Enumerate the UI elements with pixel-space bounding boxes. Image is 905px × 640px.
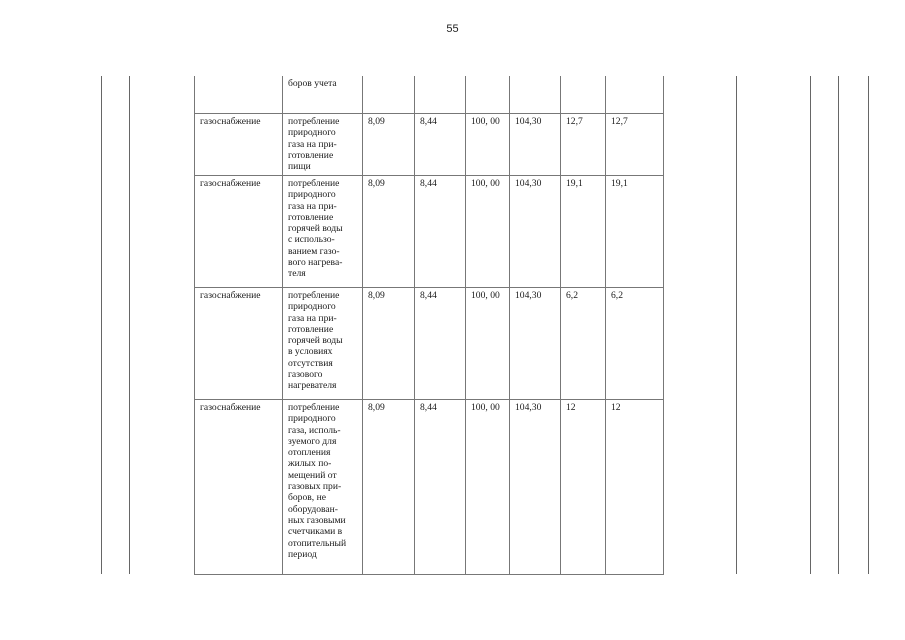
value-cell: 104,30 <box>510 288 561 400</box>
value-cell <box>415 76 466 114</box>
value-cell: 19,1 <box>561 176 606 288</box>
description-cell <box>283 176 363 288</box>
description-line: природного <box>288 413 336 425</box>
description-line: потребление <box>288 290 340 301</box>
description-line: потребление <box>288 402 340 413</box>
description-line: боров учета <box>288 78 337 89</box>
description-cell <box>283 288 363 400</box>
service-cell: газоснабжение <box>195 288 283 400</box>
description-line: горячей воды <box>288 335 343 347</box>
description-line: готовление <box>288 323 334 335</box>
description-line: газа, исполь- <box>288 424 341 436</box>
value-cell <box>363 76 415 114</box>
description-line: мещений от <box>288 469 337 481</box>
service-cell <box>195 76 283 114</box>
frame-rule-right-2 <box>810 76 811 574</box>
value-cell: 8,44 <box>415 288 466 400</box>
description-line: природного <box>288 189 336 201</box>
value-cell <box>606 76 664 114</box>
description-line: газового <box>288 369 323 381</box>
description-line: жилых по- <box>288 458 332 470</box>
value-cell: 8,44 <box>415 114 466 176</box>
page-number: 55 <box>446 23 459 35</box>
description-line: потребление <box>288 178 340 189</box>
description-line: с использо- <box>288 234 335 246</box>
description-line: потребление <box>288 116 340 127</box>
description-line: период <box>288 548 317 560</box>
description-line: природного <box>288 127 336 139</box>
value-cell: 6,2 <box>561 288 606 400</box>
table-row <box>195 288 664 400</box>
description-line: готовление <box>288 211 334 223</box>
value-cell: 8,44 <box>415 176 466 288</box>
service-cell: газоснабжение <box>195 114 283 176</box>
table-row <box>195 176 664 288</box>
value-cell: 12 <box>606 400 664 575</box>
value-cell: 12,7 <box>561 114 606 176</box>
description-line: счетчиками в <box>288 526 343 538</box>
description-line: пищи <box>288 161 311 173</box>
description-line: в условиях <box>288 346 333 358</box>
description-line: вого нагрева- <box>288 257 343 269</box>
frame-rule-right-3 <box>838 76 839 574</box>
description-cell <box>283 114 363 176</box>
description-line: газовых при- <box>288 481 342 493</box>
value-cell: 8,09 <box>363 114 415 176</box>
value-cell: 100, 00 <box>466 176 510 288</box>
description-line: отсутствия <box>288 357 333 369</box>
description-line: ванием газо- <box>288 245 340 257</box>
description-line: отопительный <box>288 537 347 549</box>
service-cell: газоснабжение <box>195 400 283 575</box>
value-cell: 12 <box>561 400 606 575</box>
description-line: отопления <box>288 447 331 459</box>
tariff-table <box>194 76 664 575</box>
value-cell: 100, 00 <box>466 400 510 575</box>
value-cell: 8,09 <box>363 288 415 400</box>
description-line: оборудован- <box>288 503 339 515</box>
value-cell: 104,30 <box>510 176 561 288</box>
value-cell: 6,2 <box>606 288 664 400</box>
value-cell <box>466 76 510 114</box>
description-line: газа на при- <box>288 312 337 324</box>
description-line: природного <box>288 301 336 313</box>
description-line: готовление <box>288 149 334 161</box>
frame-rule-right-1 <box>736 76 737 574</box>
description-line: теля <box>288 268 306 280</box>
service-cell: газоснабжение <box>195 176 283 288</box>
value-cell <box>561 76 606 114</box>
value-cell: 12,7 <box>606 114 664 176</box>
description-line: горячей воды <box>288 223 343 235</box>
description-cell <box>283 76 363 114</box>
value-cell: 19,1 <box>606 176 664 288</box>
description-line: нагревателя <box>288 380 337 392</box>
value-cell: 104,30 <box>510 400 561 575</box>
description-line: ных газовыми <box>288 514 346 526</box>
description-line: газа на при- <box>288 200 337 212</box>
frame-rule-left-2 <box>129 76 130 574</box>
table-body <box>195 76 664 575</box>
description-line: зуемого для <box>288 435 337 447</box>
table-row <box>195 114 664 176</box>
table-row <box>195 400 664 575</box>
description-cell <box>283 400 363 575</box>
value-cell <box>510 76 561 114</box>
value-cell: 8,09 <box>363 176 415 288</box>
value-cell: 100, 00 <box>466 288 510 400</box>
value-cell: 8,09 <box>363 400 415 575</box>
table-row <box>195 76 664 114</box>
description-line: газа на при- <box>288 138 337 150</box>
value-cell: 104,30 <box>510 114 561 176</box>
frame-rule-left-1 <box>101 76 102 574</box>
value-cell: 8,44 <box>415 400 466 575</box>
value-cell: 100, 00 <box>466 114 510 176</box>
frame-rule-right-4 <box>868 76 869 574</box>
description-line: боров, не <box>288 492 326 504</box>
